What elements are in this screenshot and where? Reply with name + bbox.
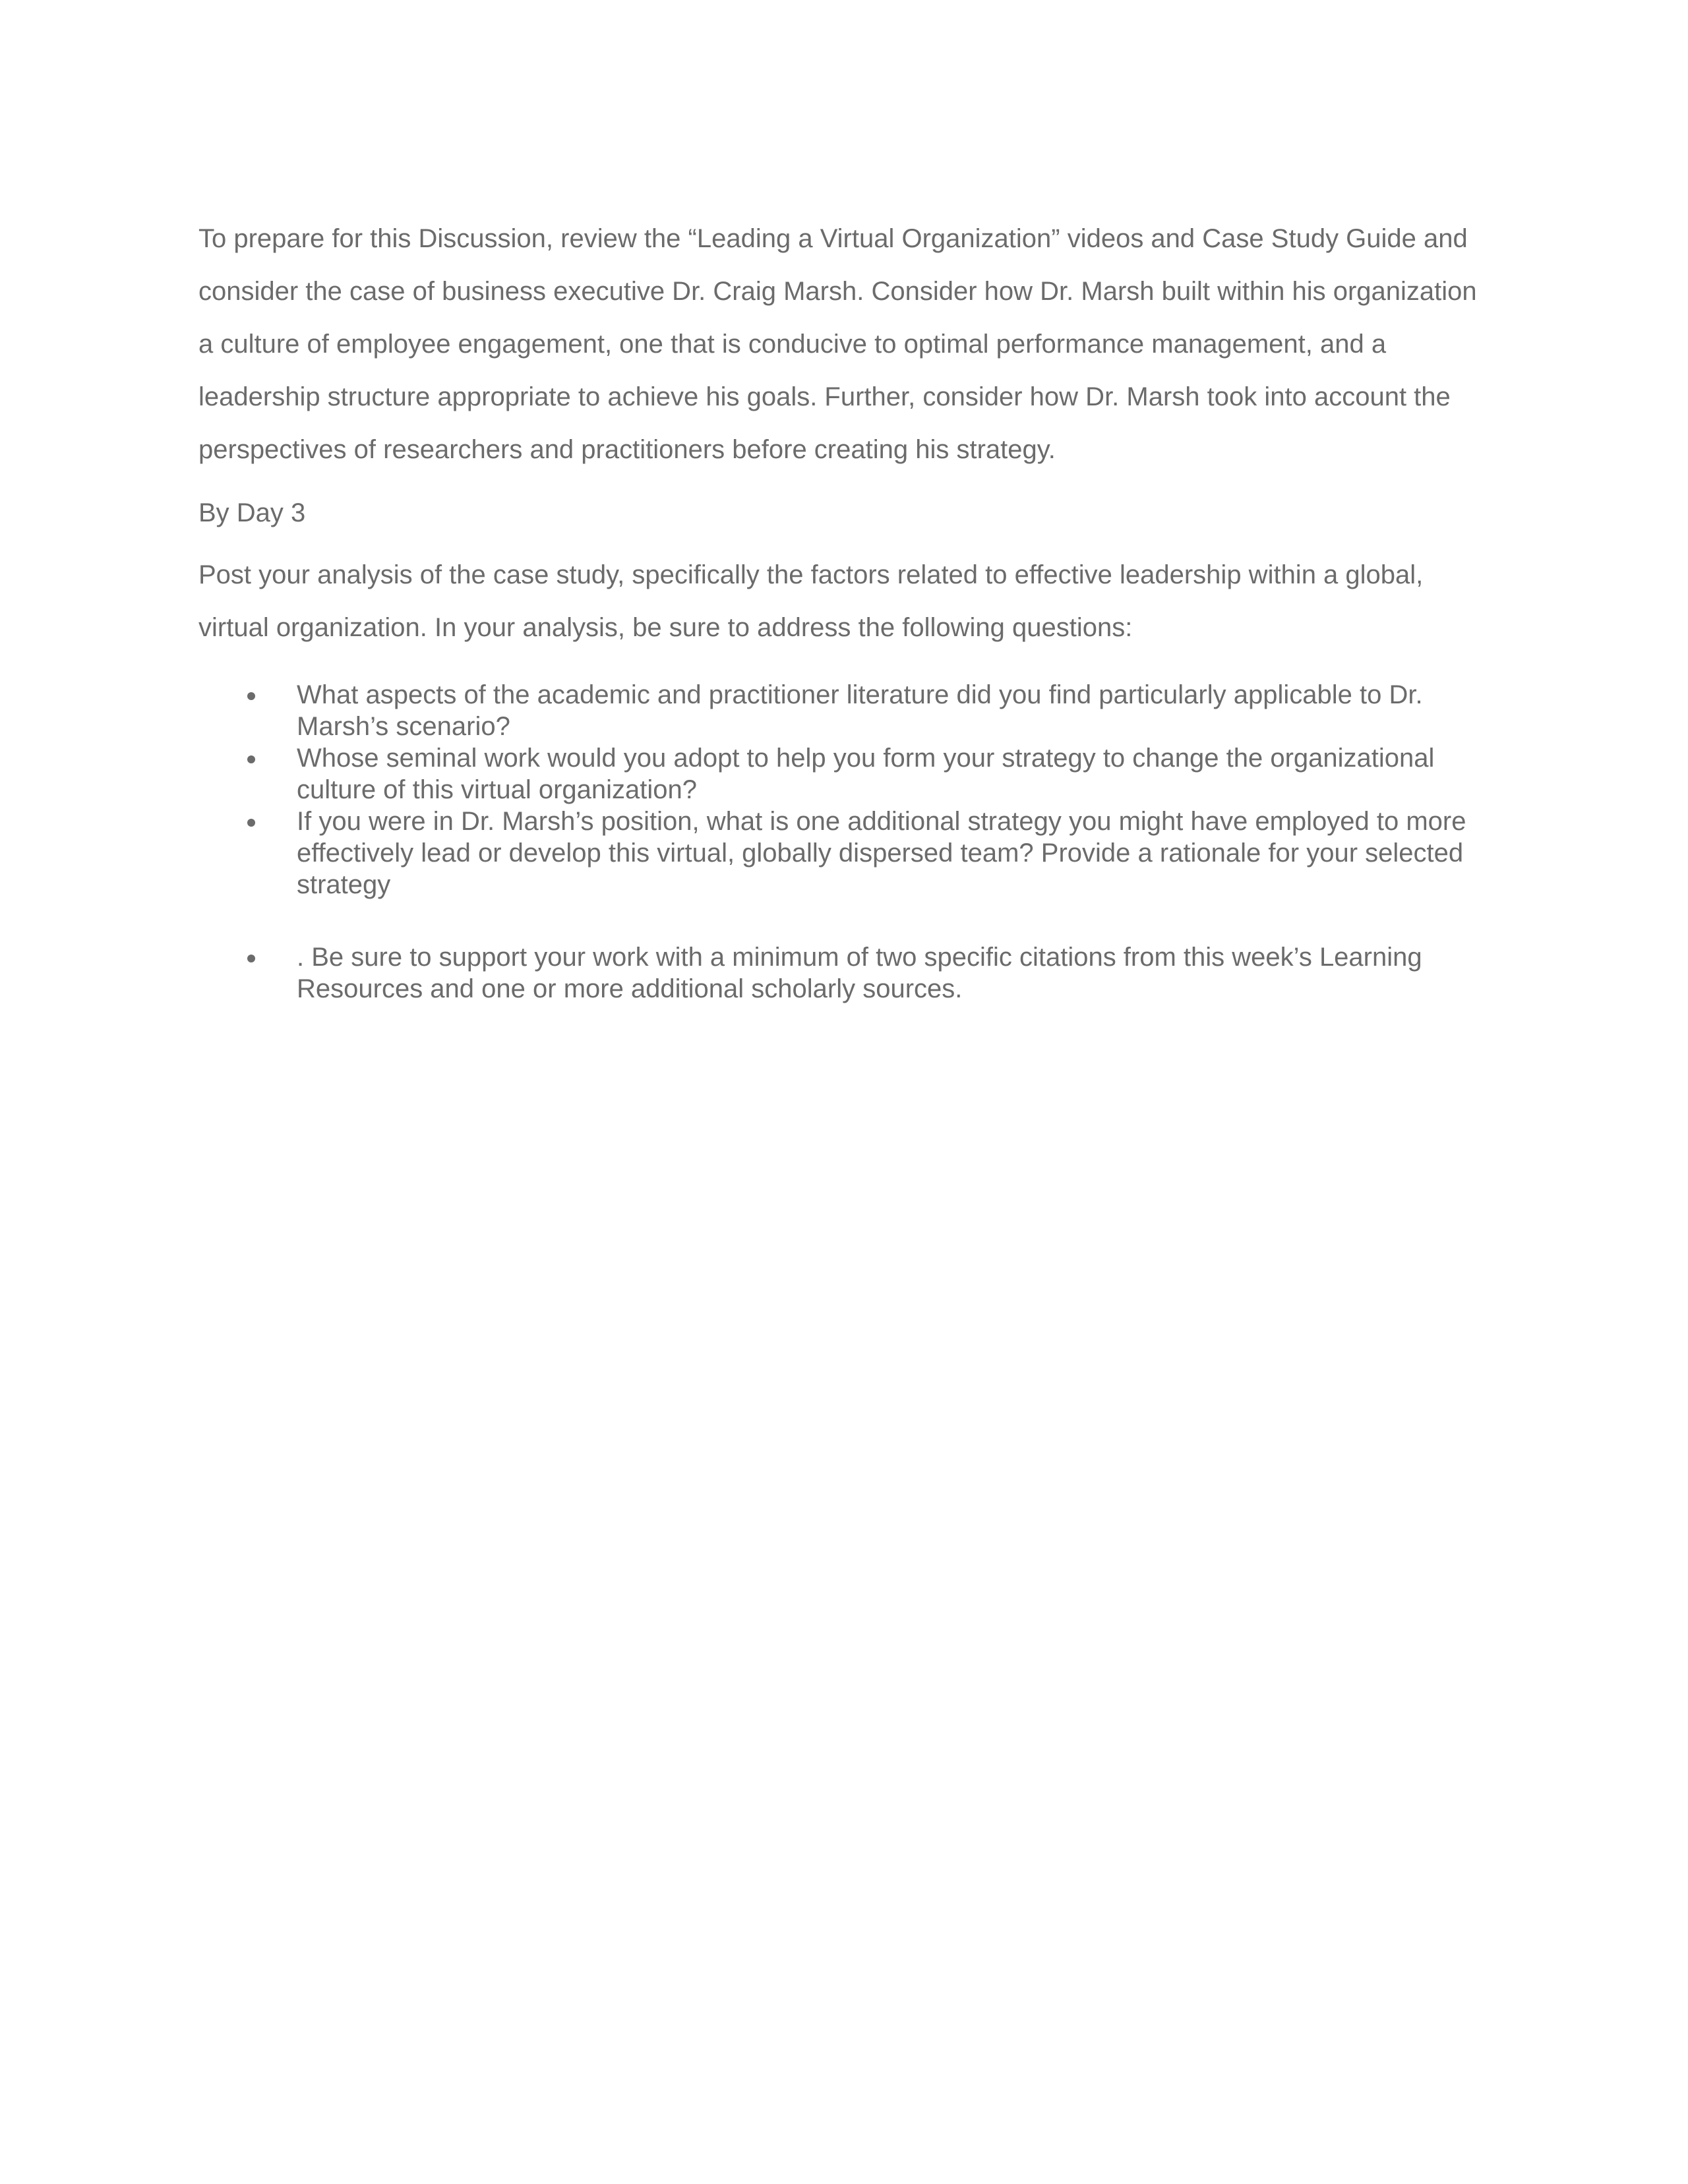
bullet-icon <box>247 692 255 700</box>
list-item <box>198 941 1517 1005</box>
list-item <box>198 806 1517 900</box>
bullet-icon <box>247 819 255 827</box>
post-instructions-paragraph: Post your analysis of the case study, specifically the factors related to effective leadership within a global, virtual organization. In your analysis, be sure to address the following questions: <box>198 560 1424 642</box>
list-item-text: Whose seminal work would you adopt to help you form your strategy to change the organizational culture of this virtual organization? <box>297 744 1435 804</box>
list-item-text: If you were in Dr. Marsh’s position, what is one additional strategy you might have employed to more effectively lead or develop this virtual, globally dispersed team? Provide a rationale for your selected strategy <box>297 807 1466 899</box>
bullet-icon <box>247 955 255 962</box>
list-item <box>198 742 1517 806</box>
list-item-text: What aspects of the academic and practitioner literature did you find particularly applicable to Dr. Marsh’s scenario? <box>297 680 1423 741</box>
bullet-icon <box>247 755 255 763</box>
list-item-text: . Be sure to support your work with a minimum of two specific citations from this week’s Learning Resources and one or more additional scholarly sources. <box>297 943 1422 1003</box>
list-item <box>198 679 1517 742</box>
intro-paragraph: To prepare for this Discussion, review the “Leading a Virtual Organization” videos and Case Study Guide and consider the case of business executive Dr. Craig Marsh. Consider how Dr. Marsh built within his organization a culture of employee engagement, one that is conducive to optimal performance management, and a leadership structure appropriate to achieve his goals. Further, consider how Dr. Marsh took into account the perspectives of researchers and practitioners before creating his strategy. <box>198 224 1477 464</box>
question-list <box>198 679 1511 1005</box>
day-heading: By Day 3 <box>198 498 306 527</box>
document-content <box>198 212 1511 1005</box>
